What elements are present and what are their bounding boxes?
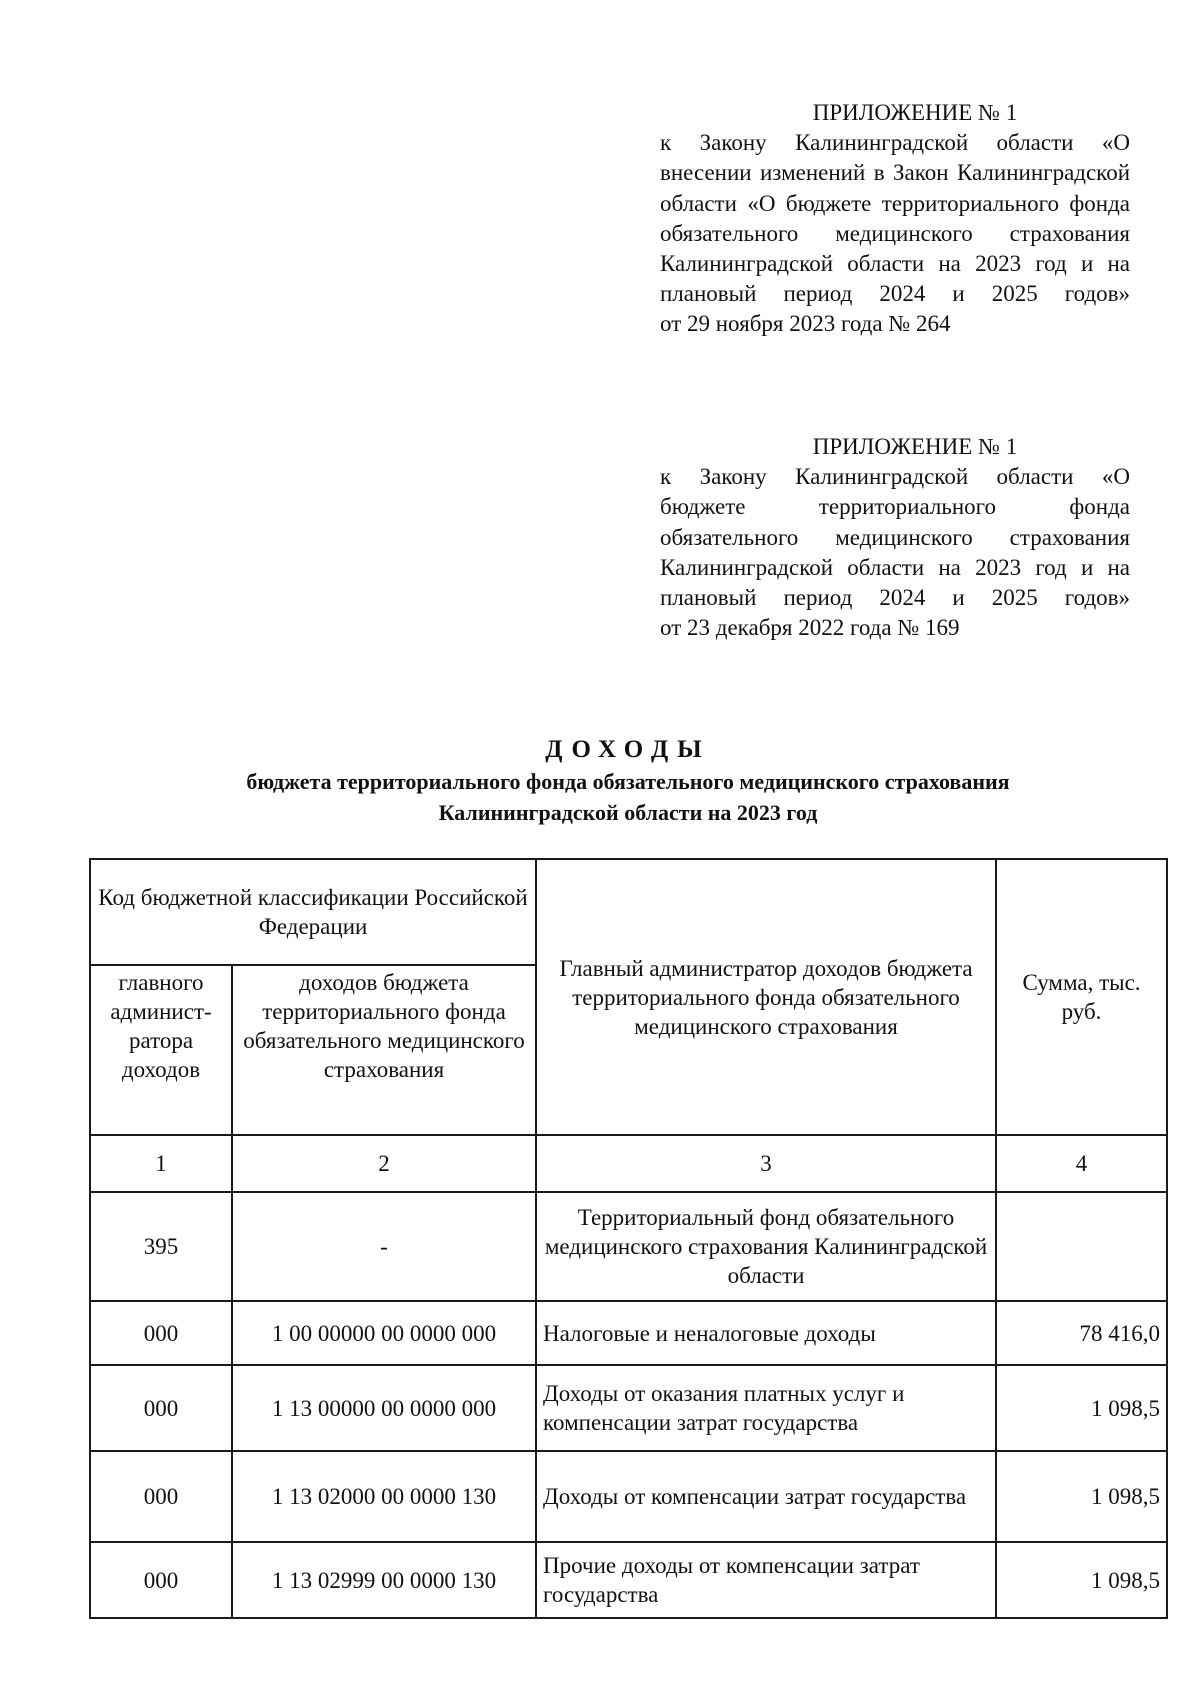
appendix-title: ПРИЛОЖЕНИЕ № 1	[812, 434, 1018, 459]
cell-income-code: 1 00 00000 00 0000 000	[232, 1301, 536, 1365]
cell-income-code: -	[232, 1192, 536, 1301]
appendix-block-amendment	[660, 98, 1130, 340]
cell-sum: 1 098,5	[996, 1451, 1167, 1542]
table-row	[90, 1301, 1167, 1365]
cell-admin-code: 000	[90, 1301, 232, 1365]
cell-name: Доходы от оказания платных услуг и компенсации затрат государства	[536, 1365, 996, 1451]
column-number: 4	[996, 1135, 1167, 1192]
header-classification-code: Код бюджетной классификации Российской Федерации	[90, 859, 536, 965]
column-number: 3	[536, 1135, 996, 1192]
cell-name: Территориальный фонд обязательного медицинского страхования Калининградской области	[536, 1192, 996, 1301]
heading-title: ДОХОДЫ	[545, 736, 711, 763]
column-number: 2	[232, 1135, 536, 1192]
document-heading	[90, 734, 1166, 828]
table-header-row	[90, 859, 1167, 965]
heading-subtitle-line-1: бюджета территориального фонда обязательного медицинского страхования	[246, 769, 1010, 794]
appendix-law-date: от 29 ноября 2023 года № 264	[660, 311, 951, 337]
cell-sum: 1 098,5	[996, 1542, 1167, 1618]
header-admin-code: главного админист-ратора доходов	[90, 965, 232, 1135]
header-income-code: доходов бюджета территориального фонда обязательного медицинского страхования	[232, 965, 536, 1135]
cell-admin-code: 000	[90, 1451, 232, 1542]
income-table	[89, 858, 1168, 1619]
appendix-law-reference: к Закону Калининградской области «О внесении изменений в Закон Калининградской области «О бюджете территориального фонда обязательного медицинского страхования Калининградской области на 2023 год и на плановый период 2024 и 2025 годов»	[660, 130, 1130, 307]
column-number: 1	[90, 1135, 232, 1192]
table-column-numbers-row	[90, 1135, 1167, 1192]
appendix-title: ПРИЛОЖЕНИЕ № 1	[812, 100, 1018, 125]
cell-sum: 78 416,0	[996, 1301, 1167, 1365]
cell-income-code: 1 13 02000 00 0000 130	[232, 1451, 536, 1542]
cell-admin-code: 000	[90, 1542, 232, 1618]
table-row	[90, 1192, 1167, 1301]
cell-name: Доходы от компенсации затрат государства	[536, 1451, 996, 1542]
cell-name: Прочие доходы от компенсации затрат государства	[536, 1542, 996, 1618]
appendix-law-reference: к Закону Калининградской области «О бюджете территориального фонда обязательного медицинского страхования Калининградской области на 2023 год и на плановый период 2024 и 2025 годов»	[660, 464, 1130, 611]
table-row	[90, 1451, 1167, 1542]
cell-sum: 1 098,5	[996, 1365, 1167, 1451]
header-sum: Сумма, тыс. руб.	[996, 859, 1167, 1135]
header-main-administrator: Главный администратор доходов бюджета территориального фонда обязательного медицинского страхования	[536, 859, 996, 1135]
appendix-law-date: от 23 декабря 2022 года № 169	[660, 615, 960, 641]
cell-sum	[996, 1192, 1167, 1301]
cell-income-code: 1 13 02999 00 0000 130	[232, 1542, 536, 1618]
heading-subtitle-line-2: Калининградской области на 2023 год	[438, 800, 818, 825]
appendix-block-original	[660, 432, 1130, 643]
cell-income-code: 1 13 00000 00 0000 000	[232, 1365, 536, 1451]
table-row	[90, 1365, 1167, 1451]
cell-admin-code: 000	[90, 1365, 232, 1451]
cell-admin-code: 395	[90, 1192, 232, 1301]
table-row	[90, 1542, 1167, 1618]
cell-name: Налоговые и неналоговые доходы	[536, 1301, 996, 1365]
